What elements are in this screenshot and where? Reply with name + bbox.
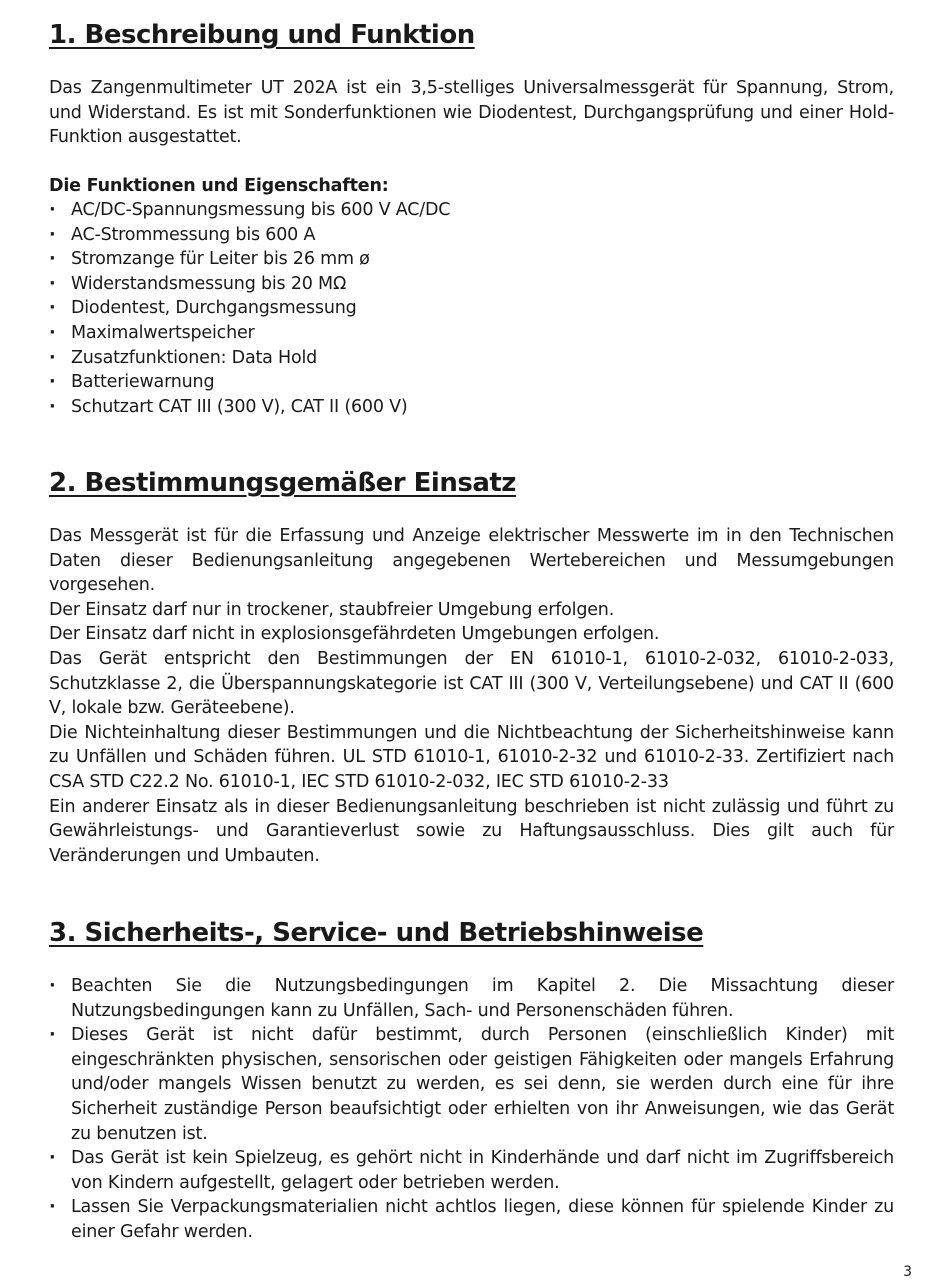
list-item: · Beachten Sie die Nutzungsbedingungen im Kapitel 2. Die Missachtung dieser Nutzungsbedingungen kann zu Unfällen, Sach- und Personenschäden führen. <box>49 974 894 1023</box>
list-item: · Lassen Sie Verpackungsmaterialien nicht achtlos liegen, diese können für spielende Kinder zu einer Gefahr werden. <box>49 1195 894 1244</box>
list-item: · AC-Strommessung bis 600 A <box>49 223 450 248</box>
list-item: · Stromzange für Leiter bis 26 mm ø <box>49 247 450 272</box>
paragraph: Der Einsatz darf nur in trockener, staubfreier Umgebung erfolgen. <box>49 599 615 620</box>
list-item: · Das Gerät ist kein Spielzeug, es gehört nicht in Kinderhände und darf nicht im Zugriffsbereich von Kindern aufgestellt, gelagert oder betrieben werden. <box>49 1146 894 1195</box>
features-subheading: Die Funktionen und Eigenschaften: <box>49 176 389 196</box>
list-item: · Dieses Gerät ist nicht dafür bestimmt, durch Personen (einschließlich Kinder) mit eingeschränkten physischen, sensorischen oder geistigen Fähigkeiten oder mangels Erfahrung und/oder mangels Wissen benutzt zu werden, es sei denn, sie werden durch eine für ihre Sicherheit zuständige Person beaufsichtigt oder erhielten von ihr Anweisungen, wie das Gerät zu benutzen ist. <box>49 1023 894 1146</box>
paragraph: Der Einsatz darf nicht in explosionsgefährdeten Umgebungen erfolgen. <box>49 624 660 645</box>
list-item: · Diodentest, Durchgangsmessung <box>49 296 450 321</box>
section-heading-intended-use: 2. Bestimmungsgemäßer Einsatz <box>49 468 516 498</box>
description-paragraph: Das Zangenmultimeter UT 202A ist ein 3,5-stelliges Universalmessgerät für Spannung, Strom, und Widerstand. Es ist mit Sonderfunktionen wie Diodentest, Durchgangsprüfung und einer Hold-Funktion ausgestattet. <box>49 78 894 148</box>
list-item: · AC/DC-Spannungsmessung bis 600 V AC/DC <box>49 198 450 223</box>
section-heading-safety: 3. Sicherheits-, Service- und Betriebshinweise <box>49 918 704 948</box>
paragraph: Das Gerät entspricht den Bestimmungen der EN 61010-1, 61010-2-032, 61010-2-033, Schutzklasse 2, die Überspannungskategorie ist CAT III (300 V, Verteilungsebene) und CAT II (600 V, lokale bzw. Geräteebene). <box>49 648 894 719</box>
paragraph: Ein anderer Einsatz als in dieser Bedienungsanleitung beschrieben ist nicht zulässig und führt zu Gewährleistungs- und Garantieverlust sowie zu Haftungsausschluss. Dies gilt auch für Veränderungen und Umbauten. <box>49 796 894 866</box>
features-list <box>49 198 450 419</box>
section-heading-description: 1. Beschreibung und Funktion <box>49 20 475 50</box>
list-item: · Zusatzfunktionen: Data Hold <box>49 346 450 371</box>
list-item: · Widerstandsmessung bis 20 MΩ <box>49 272 450 297</box>
paragraph: Die Nichteinhaltung dieser Bestimmungen und die Nichtbeachtung der Sicherheitshinweise kann zu Unfällen und Schäden führen. UL STD 61010-1, 61010-2-32 und 61010-2-33. Zertifiziert nach CSA STD C22.2 No. 61010-1, IEC STD 61010-2-032, IEC STD 61010-2-33 <box>49 722 894 792</box>
list-item: · Schutzart CAT III (300 V), CAT II (600 V) <box>49 395 450 420</box>
paragraph: Das Messgerät ist für die Erfassung und Anzeige elektrischer Messwerte im in den Technischen Daten dieser Bedienungsanleitung angegebenen Wertebereichen und Messumgebungen vorgesehen. <box>49 526 894 596</box>
list-item: · Batteriewarnung <box>49 370 450 395</box>
intended-use-body <box>49 524 894 868</box>
page-number: 3 <box>903 1264 912 1280</box>
safety-notes-list <box>49 974 894 1245</box>
list-item: · Maximalwertspeicher <box>49 321 450 346</box>
